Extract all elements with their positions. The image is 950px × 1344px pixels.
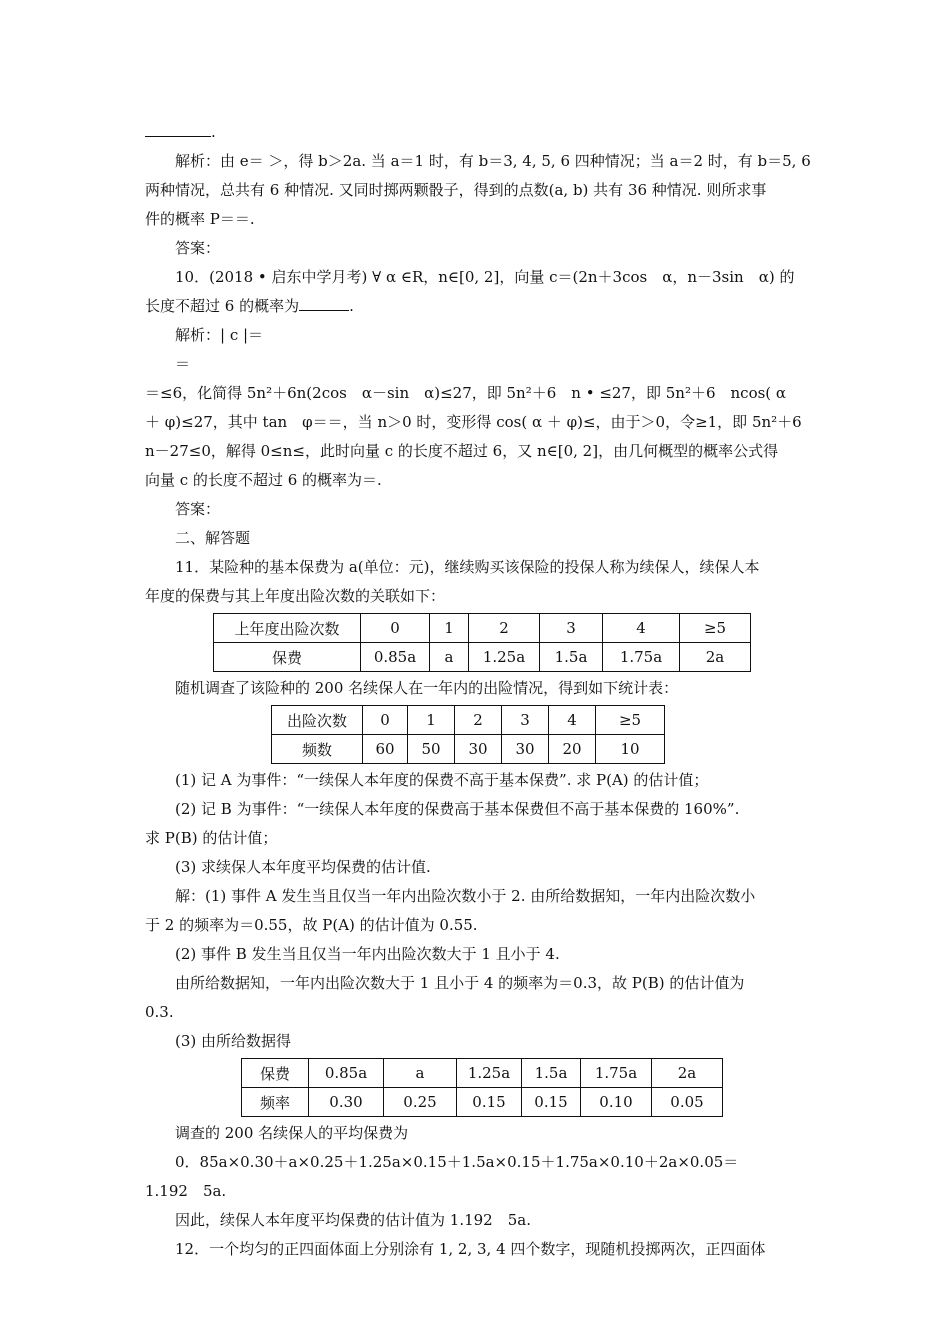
table-cell: a (384, 1059, 457, 1088)
line-answer-9: 答案： (175, 239, 221, 257)
line-problem-10a: 10．(2018 • 启东中学月考) ∀ α ∈R，n∈[0, 2]，向量 c＝(2n＋3cos α，n－3sin α) 的 (175, 268, 795, 286)
table-cell: 0.85a (309, 1059, 384, 1088)
table-row (214, 643, 751, 672)
line-question-3: (3) 求续保人本年度平均保费的估计值. (175, 858, 431, 876)
line-solution-9b: 两种情况，总共有 6 种情况. 又同时掷两颗骰子，得到的点数(a, b) 共有 36 种情况. 则所求事 (145, 181, 767, 199)
line-solution-10b: ＝ (175, 355, 191, 373)
line-solution-11f: (3) 由所给数据得 (175, 1032, 292, 1050)
table-cell: 4 (603, 614, 680, 643)
table-cell: 0 (361, 614, 430, 643)
line-solution-11e: 0.3. (145, 1003, 174, 1021)
line-problem-10b: 长度不超过 6 的概率为 . (145, 292, 810, 321)
line-solution-10d: ＋ φ)≤27，其中 tan φ＝＝，当 n＞0 时，变形得 cos( α ＋ φ)≤，由于＞0，令≥1，即 5n²＋6 (145, 413, 802, 431)
table-cell: 1 (408, 706, 455, 735)
line-solution-11a: 解：(1) 事件 A 发生当且仅当一年内出险次数小于 2. 由所给数据知，一年内出险次数小 (175, 887, 756, 905)
line-problem-11b: 年度的保费与其上年度出险次数的关联如下： (145, 587, 446, 605)
table-cell: 保费 (214, 643, 361, 672)
line-question-1: (1) 记 A 为事件：“一续保人本年度的保费不高于基本保费”. 求 P(A) 的估计值； (175, 771, 709, 789)
line-solution-10e: n－27≤0，解得 0≤n≤，此时向量 c 的长度不超过 6，又 n∈[0, 2]，由几何概型的概率公式得 (145, 442, 779, 460)
line-solution-10a: 解析：| c |＝ (175, 326, 264, 344)
claims-frequency-table (271, 705, 665, 764)
table-cell: 1.75a (581, 1059, 652, 1088)
table-cell: 1.5a (540, 643, 603, 672)
table-cell: 2a (652, 1059, 723, 1088)
table-cell: 2a (680, 643, 751, 672)
table-cell: 2 (455, 706, 502, 735)
answer-blank (145, 118, 211, 137)
table-cell: 1.75a (603, 643, 680, 672)
document-page (145, 118, 810, 1264)
table-cell: 0.15 (457, 1088, 522, 1117)
table-cell: 1.25a (469, 643, 540, 672)
table-cell: 30 (502, 735, 549, 764)
table-cell: 30 (455, 735, 502, 764)
table-cell: ≥5 (596, 706, 665, 735)
line-question-2b: 求 P(B) 的估计值； (145, 829, 278, 847)
table-cell: 0.85a (361, 643, 430, 672)
line-answer-blank: . (145, 118, 810, 147)
premium-table (213, 613, 751, 672)
table-cell: 保费 (242, 1059, 309, 1088)
table-cell: 1.5a (522, 1059, 581, 1088)
table-cell: 3 (540, 614, 603, 643)
line-solution-11i: 1.192 5a. (145, 1182, 227, 1200)
line-solution-10c: ＝≤6，化简得 5n²＋6n(2cos α－sin α)≤27，即 5n²＋6 n • ≤27，即 5n²＋6 ncos( α (145, 384, 787, 402)
table-cell: 0.10 (581, 1088, 652, 1117)
table-cell: 频率 (242, 1088, 309, 1117)
table-cell: a (430, 643, 469, 672)
table-cell: 2 (469, 614, 540, 643)
table-cell: 10 (596, 735, 665, 764)
line-survey: 随机调查了该险种的 200 名续保人在一年内的出险情况，得到如下统计表： (175, 679, 679, 697)
table-cell: 0.15 (522, 1088, 581, 1117)
line-problem-11a: 11．某险种的基本保费为 a(单位：元)，继续购买该保险的投保人称为续保人，续保人本 (175, 558, 760, 576)
table-cell: 1 (430, 614, 469, 643)
premium-frequency-table (241, 1058, 723, 1117)
table-cell: 0.25 (384, 1088, 457, 1117)
table-cell: 出险次数 (272, 706, 363, 735)
table-cell: ≥5 (680, 614, 751, 643)
table-row (242, 1088, 723, 1117)
table-cell: 3 (502, 706, 549, 735)
table-cell: 60 (363, 735, 408, 764)
table-cell: 4 (549, 706, 596, 735)
line-answer-10: 答案： (175, 500, 221, 518)
line-question-2a: (2) 记 B 为事件：“一续保人本年度的保费高于基本保费但不高于基本保费的 160%”. (175, 800, 740, 818)
table-cell: 50 (408, 735, 455, 764)
line-solution-11d: 由所给数据知，一年内出险次数大于 1 且小于 4 的频率为＝0.3，故 P(B) 的估计值为 (175, 974, 745, 992)
line-solution-11h: 0．85a×0.30＋a×0.25＋1.25a×0.15＋1.5a×0.15＋1.75a×0.10＋2a×0.05＝ (175, 1153, 739, 1171)
table-cell: 0.30 (309, 1088, 384, 1117)
line-solution-11b: 于 2 的频率为＝0.55，故 P(A) 的估计值为 0.55. (145, 916, 478, 934)
line-solution-11c: (2) 事件 B 发生当且仅当一年内出险次数大于 1 且小于 4. (175, 945, 560, 963)
table-cell: 频数 (272, 735, 363, 764)
line-solution-9c: 件的概率 P＝＝. (145, 210, 255, 228)
table-cell: 0 (363, 706, 408, 735)
line-solution-9a: 解析：由 e＝ ＞，得 b＞2a. 当 a＝1 时，有 b＝3, 4, 5, 6 四种情况；当 a＝2 时，有 b＝5, 6 (175, 152, 811, 170)
line-solution-11g: 调查的 200 名续保人的平均保费为 (175, 1124, 409, 1142)
line-solution-10f: 向量 c 的长度不超过 6 的概率为＝. (145, 471, 382, 489)
section-heading: 二、解答题 (175, 529, 251, 547)
table-row (272, 706, 665, 735)
table-cell: 上年度出险次数 (214, 614, 361, 643)
line-problem-12: 12．一个均匀的正四面体面上分别涂有 1, 2, 3, 4 四个数字，现随机投掷两次，正四面体 (175, 1240, 766, 1258)
line-solution-11j: 因此，续保人本年度平均保费的估计值为 1.192 5a. (175, 1211, 531, 1229)
table-row (214, 614, 751, 643)
answer-blank (299, 292, 349, 311)
table-cell: 1.25a (457, 1059, 522, 1088)
table-row (242, 1059, 723, 1088)
table-cell: 0.05 (652, 1088, 723, 1117)
table-row (272, 735, 665, 764)
table-cell: 20 (549, 735, 596, 764)
